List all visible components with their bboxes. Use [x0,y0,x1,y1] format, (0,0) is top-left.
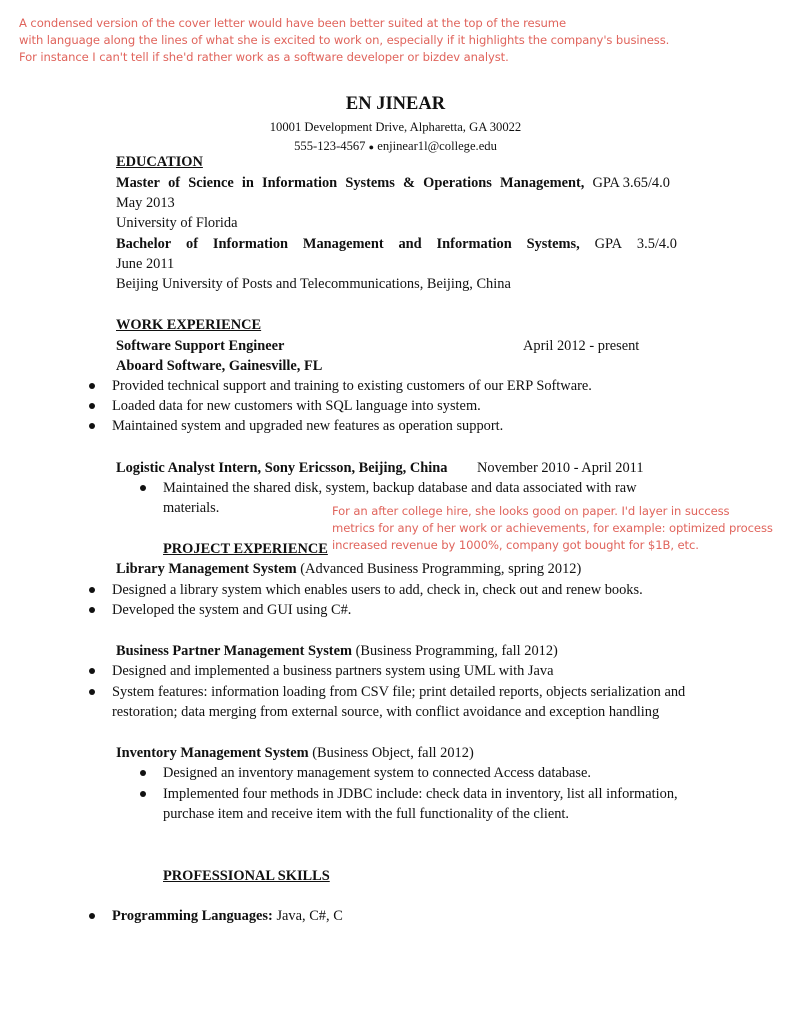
degree-date: June 2011 [116,256,175,272]
school-name: Beijing University of Posts and Telecommunications, Beijing, China [116,276,511,292]
bullet-icon [89,607,95,613]
annotation-line: A condensed version of the cover letter would have been better suited at the top of the resume [19,16,566,30]
annotation-line: For an after college hire, she looks good on paper. I'd layer in success [332,504,730,518]
reviewer-annotation-top [19,15,669,66]
project-header [116,559,581,579]
bullet-icon [140,485,146,491]
section-heading-projects: PROJECT EXPERIENCE [163,541,328,557]
email[interactable]: enjinear1l@college.edu [377,139,497,153]
bullet-icon [89,668,95,674]
bullet-icon [89,689,95,695]
bullet-icon [140,791,146,797]
bullet-icon [89,403,95,409]
project-context: (Business Object, fall 2012) [312,745,474,761]
school-name: University of Florida [116,215,238,231]
skill-value: Java, C#, C [276,908,343,924]
bullet-icon [89,383,95,389]
project-bullet: Developed the system and GUI using C#. [112,602,352,618]
project-header [116,743,474,763]
skill-label: Programming Languages: [112,908,273,924]
project-bullet: Designed and implemented a business partners system using UML with Java [112,663,554,679]
job-dates: November 2010 - April 2011 [477,460,644,476]
project-name: Library Management System [116,561,297,577]
project-context: (Business Programming, fall 2012) [355,643,558,659]
job-bullet: Loaded data for new customers with SQL language into system. [112,398,481,414]
degree-title: Bachelor of Information Management and Information Systems, GPA 3.5/4.0 [116,236,677,252]
job-company: Aboard Software, Gainesville, FL [116,358,323,374]
project-context: (Advanced Business Programming, spring 2012) [300,561,582,577]
job-title: Logistic Analyst Intern, Sony Ericsson, Beijing, China [116,460,448,476]
job-bullet-continued: materials. [163,500,220,516]
bullet-icon [89,423,95,429]
separator: ● [368,142,375,152]
annotation-line: with language along the lines of what she is excited to work on, especially if it highlights the company's business. [19,33,670,47]
candidate-address: 10001 Development Drive, Alpharetta, GA 30022 [269,120,522,134]
degree-title: Master of Science in Information Systems & Operations Management, GPA 3.65/4.0 [116,175,670,191]
project-bullet-continued: purchase item and receive item with the full functionality of the client. [163,806,569,822]
bullet-icon [140,770,146,776]
project-bullet: Designed an inventory management system to connected Access database. [163,765,591,781]
job-dates: April 2012 - present [523,338,640,354]
bullet-icon [89,913,95,919]
project-bullet-continued: restoration; data merging from external source, with conflict avoidance and exception handling [112,704,660,720]
section-heading-education: EDUCATION [116,154,203,170]
annotation-line: increased revenue by 1000%, company got bought for $1B, etc. [332,538,699,552]
annotation-line: metrics for any of her work or achievements, for example: optimized process [332,521,773,535]
job-bullet: Maintained the shared disk, system, backup database and data associated with raw [163,480,637,496]
project-header [116,641,558,661]
candidate-name: EN JINEAR [345,94,446,114]
project-name: Business Partner Management System [116,643,352,659]
skill-item [112,906,343,926]
gpa-value: 3.5/4.0 [636,236,677,252]
project-bullet: Designed a library system which enables users to add, check in, check out and renew books. [112,582,643,598]
section-heading-work: WORK EXPERIENCE [116,317,262,333]
phone: 555-123-4567 [294,139,366,153]
degree-date: May 2013 [116,195,175,211]
gpa: GPA 3.65/4.0 [592,175,670,191]
job-bullet: Provided technical support and training to existing customers of our ERP Software. [112,378,592,394]
reviewer-annotation-middle [332,503,773,554]
section-heading-skills: PROFESSIONAL SKILLS [163,868,330,884]
gpa-label: GPA [594,236,623,252]
job-bullet: Maintained system and upgraded new features as operation support. [112,418,504,434]
bullet-icon [89,587,95,593]
annotation-line: For instance I can't tell if she'd rather work as a software developer or bizdev analyst. [19,50,509,64]
project-bullet: System features: information loading from CSV file; print detailed reports, objects serialization and [112,684,686,700]
project-name: Inventory Management System [116,745,309,761]
project-bullet: Implemented four methods in JDBC include: check data in inventory, list all information, [163,786,678,802]
job-title: Software Support Engineer [116,338,285,354]
